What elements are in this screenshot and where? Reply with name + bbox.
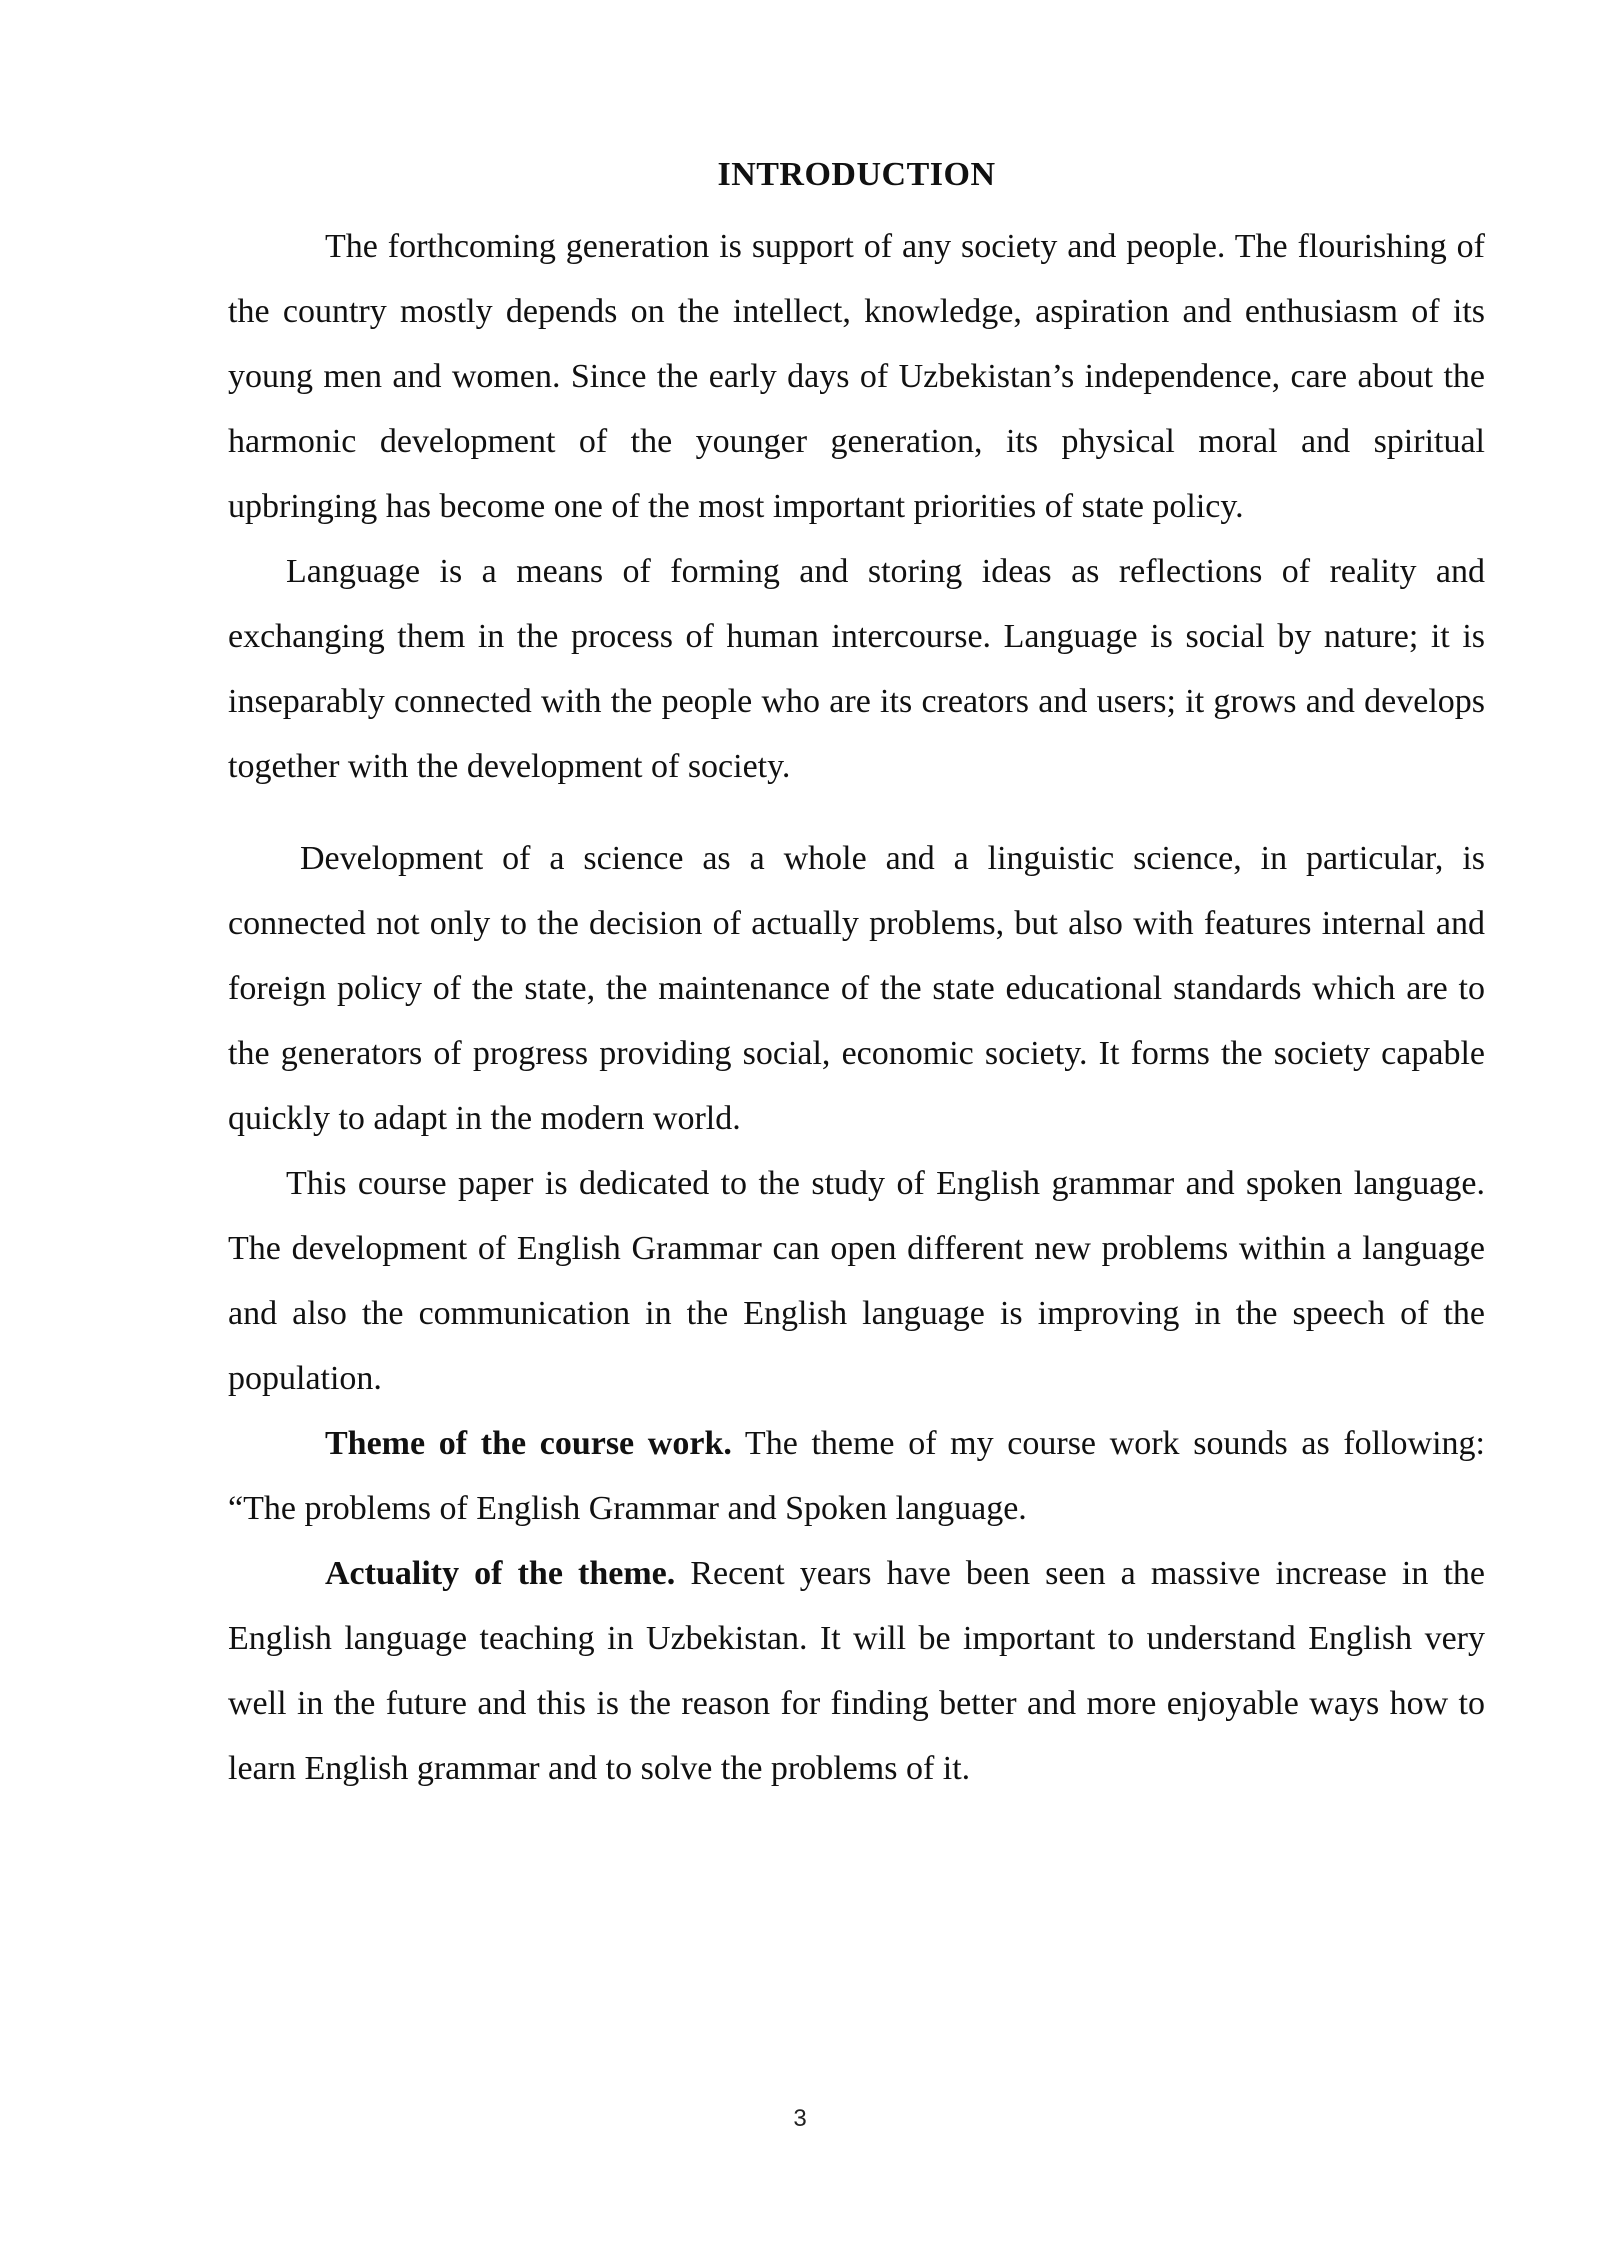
paragraph-theme — [228, 1411, 1485, 1541]
page-number: 3 — [793, 2105, 807, 2132]
theme-body: The theme of my course work sounds as following: “The problems of English Grammar and Spoken language. — [228, 1425, 1486, 1527]
theme-lead: Theme of the course work. — [325, 1425, 732, 1462]
page-title: INTRODUCTION — [717, 156, 996, 193]
actuality-lead: Actuality of the theme. — [325, 1555, 676, 1592]
paragraph-course-paper: This course paper is dedicated to the study of English grammar and spoken language. The development of English Grammar can open different new problems within a language and also the communication in the English language is improving in the speech of the population. — [228, 1165, 1485, 1397]
actuality-body: Recent years have been seen a massive increase in the English language teaching in Uzbekistan. It will be important to understand English very well in the future and this is the reason for finding better and more enjoyable ways how to learn English grammar and to solve the problems of it. — [228, 1555, 1485, 1787]
paragraph-science-development: Development of a science as a whole and a linguistic science, in particular, is connected not only to the decision of actually problems, but also with features internal and foreign policy of the state, the maintenance of the state educational standards which are to the generators of progress providing social, economic society. It forms the society capable quickly to adapt in the modern world. — [228, 840, 1485, 1137]
paragraph-actuality — [228, 1541, 1485, 1801]
paragraph-language-definition: Language is a means of forming and storing ideas as reflections of reality and exchanging them in the process of human intercourse. Language is social by nature; it is inseparably connected with the people who are its creators and users; it grows and develops together with the development of society. — [228, 553, 1485, 785]
paragraph-forthcoming-generation: The forthcoming generation is support of any society and people. The flourishing of the country mostly depends on the intellect, knowledge, aspiration and enthusiasm of its young men and women. Since the early days of Uzbekistan’s independence, care about the harmonic development of the younger generation, its physical moral and spiritual upbringing has become one of the most important priorities of state policy. — [228, 228, 1485, 525]
document-page — [228, 150, 1485, 1801]
